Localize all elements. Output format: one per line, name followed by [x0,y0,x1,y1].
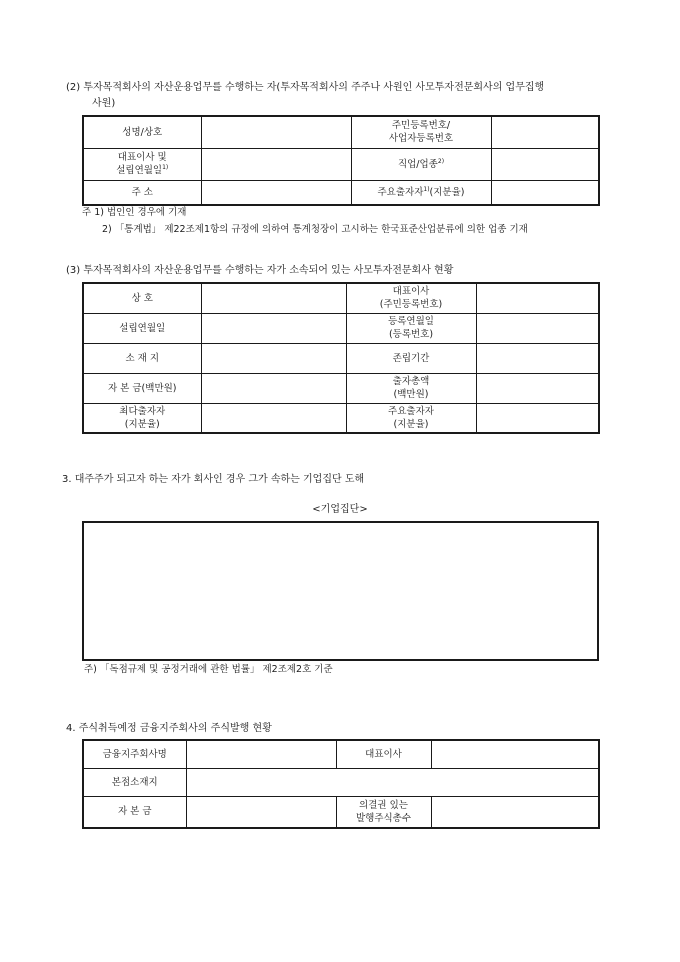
registration-number-value-cell[interactable] [491,116,599,148]
registration-date-label: 등록연월일 (등록번호) [346,313,476,343]
registration-date-value-cell[interactable] [476,313,599,343]
table-row [83,343,599,373]
company-name-value-cell[interactable] [201,283,346,313]
holding-company-name-label: 금융지주회사명 [83,740,186,768]
occupation-value-cell[interactable] [491,148,599,180]
capital-value-cell[interactable] [186,796,336,828]
table-row [83,796,599,828]
total-investment-label: 출자총액 (백만원) [346,373,476,403]
headquarters-value-cell[interactable] [186,768,599,796]
group-box-title: <기업집단> [312,504,368,515]
holding-company-name-value-cell[interactable] [186,740,336,768]
address-label: 주 소 [83,180,201,205]
group-diagram-box[interactable] [82,521,599,661]
major-investor-label: 주요출자자$^{1)}$(지분율) [351,180,491,205]
table-row [83,148,599,180]
table-row [83,740,599,768]
group-heading: 3. 대주주가 되고자 하는 자가 회사인 경우 그가 속하는 기업집단 도해 [62,474,365,485]
largest-investor-value-cell[interactable] [201,403,346,433]
major-investor-value-cell[interactable] [491,180,599,205]
total-investment-value-cell[interactable] [476,373,599,403]
main-investor-value-cell[interactable] [476,403,599,433]
table-row [83,313,599,343]
ceo-founding-value-cell[interactable] [201,148,351,180]
largest-investor-label: 최다출자자 (지분율) [83,403,201,433]
company-name-label: 상 호 [83,283,201,313]
capital-value-cell[interactable] [201,373,346,403]
table-row [83,403,599,433]
location-label: 소 재 지 [83,343,201,373]
founding-date-value-cell[interactable] [201,313,346,343]
registration-number-label: 주민등록번호/ 사업자등록번호 [351,116,491,148]
representative-label: 대표이사 (주민등록번호) [346,283,476,313]
capital-label: 자 본 금 [83,796,186,828]
duration-value-cell[interactable] [476,343,599,373]
table-row [83,768,599,796]
location-value-cell[interactable] [201,343,346,373]
section4-heading: 4. 주식취득예정 금융지주회사의 주식발행 현황 [66,723,272,734]
table-row [83,283,599,313]
section2-table [82,115,600,206]
capital-label: 자 본 금(백만원) [83,373,201,403]
voting-shares-label: 의결권 있는 발행주식총수 [336,796,431,828]
voting-shares-value-cell[interactable] [431,796,599,828]
section2-note2: 2) 「통계법」 제22조제1항의 규정에 의하여 통계청장이 고시하는 한국표준산업분류에 의한 업종 기재 [102,224,528,235]
section3-table [82,282,600,434]
ceo-founding-label: 대표이사 및 설립연월일$^{1)}$ [83,148,201,180]
main-investor-label: 주요출자자 (지분율) [346,403,476,433]
table-row [83,180,599,205]
section2-note1: 주 1) 법인인 경우에 기재 [82,207,187,218]
representative-value-cell[interactable] [476,283,599,313]
ceo-label: 대표이사 [336,740,431,768]
duration-label: 존립기간 [346,343,476,373]
occupation-label: 직업/업종$^{2)}$ [351,148,491,180]
ceo-value-cell[interactable] [431,740,599,768]
table-row [83,373,599,403]
table-row [83,116,599,148]
section4-table [82,739,600,829]
founding-date-label: 설립연월일 [83,313,201,343]
section2-heading-line2: 사원) [92,98,116,109]
group-note: 주) 「독점규제 및 공정거래에 관한 법률」 제2조제2호 기준 [84,664,333,675]
headquarters-label: 본점소재지 [83,768,186,796]
section2-heading-line1: (2) 투자목적회사의 자산운용업무를 수행하는 자(투자목적회사의 주주나 사원인 사모투자전문회사의 업무집행 [66,82,545,93]
name-value-cell[interactable] [201,116,351,148]
address-value-cell[interactable] [201,180,351,205]
name-label: 성명/상호 [83,116,201,148]
section3-heading: (3) 투자목적회사의 자산운용업무를 수행하는 자가 소속되어 있는 사모투자전문회사 현황 [66,265,454,276]
